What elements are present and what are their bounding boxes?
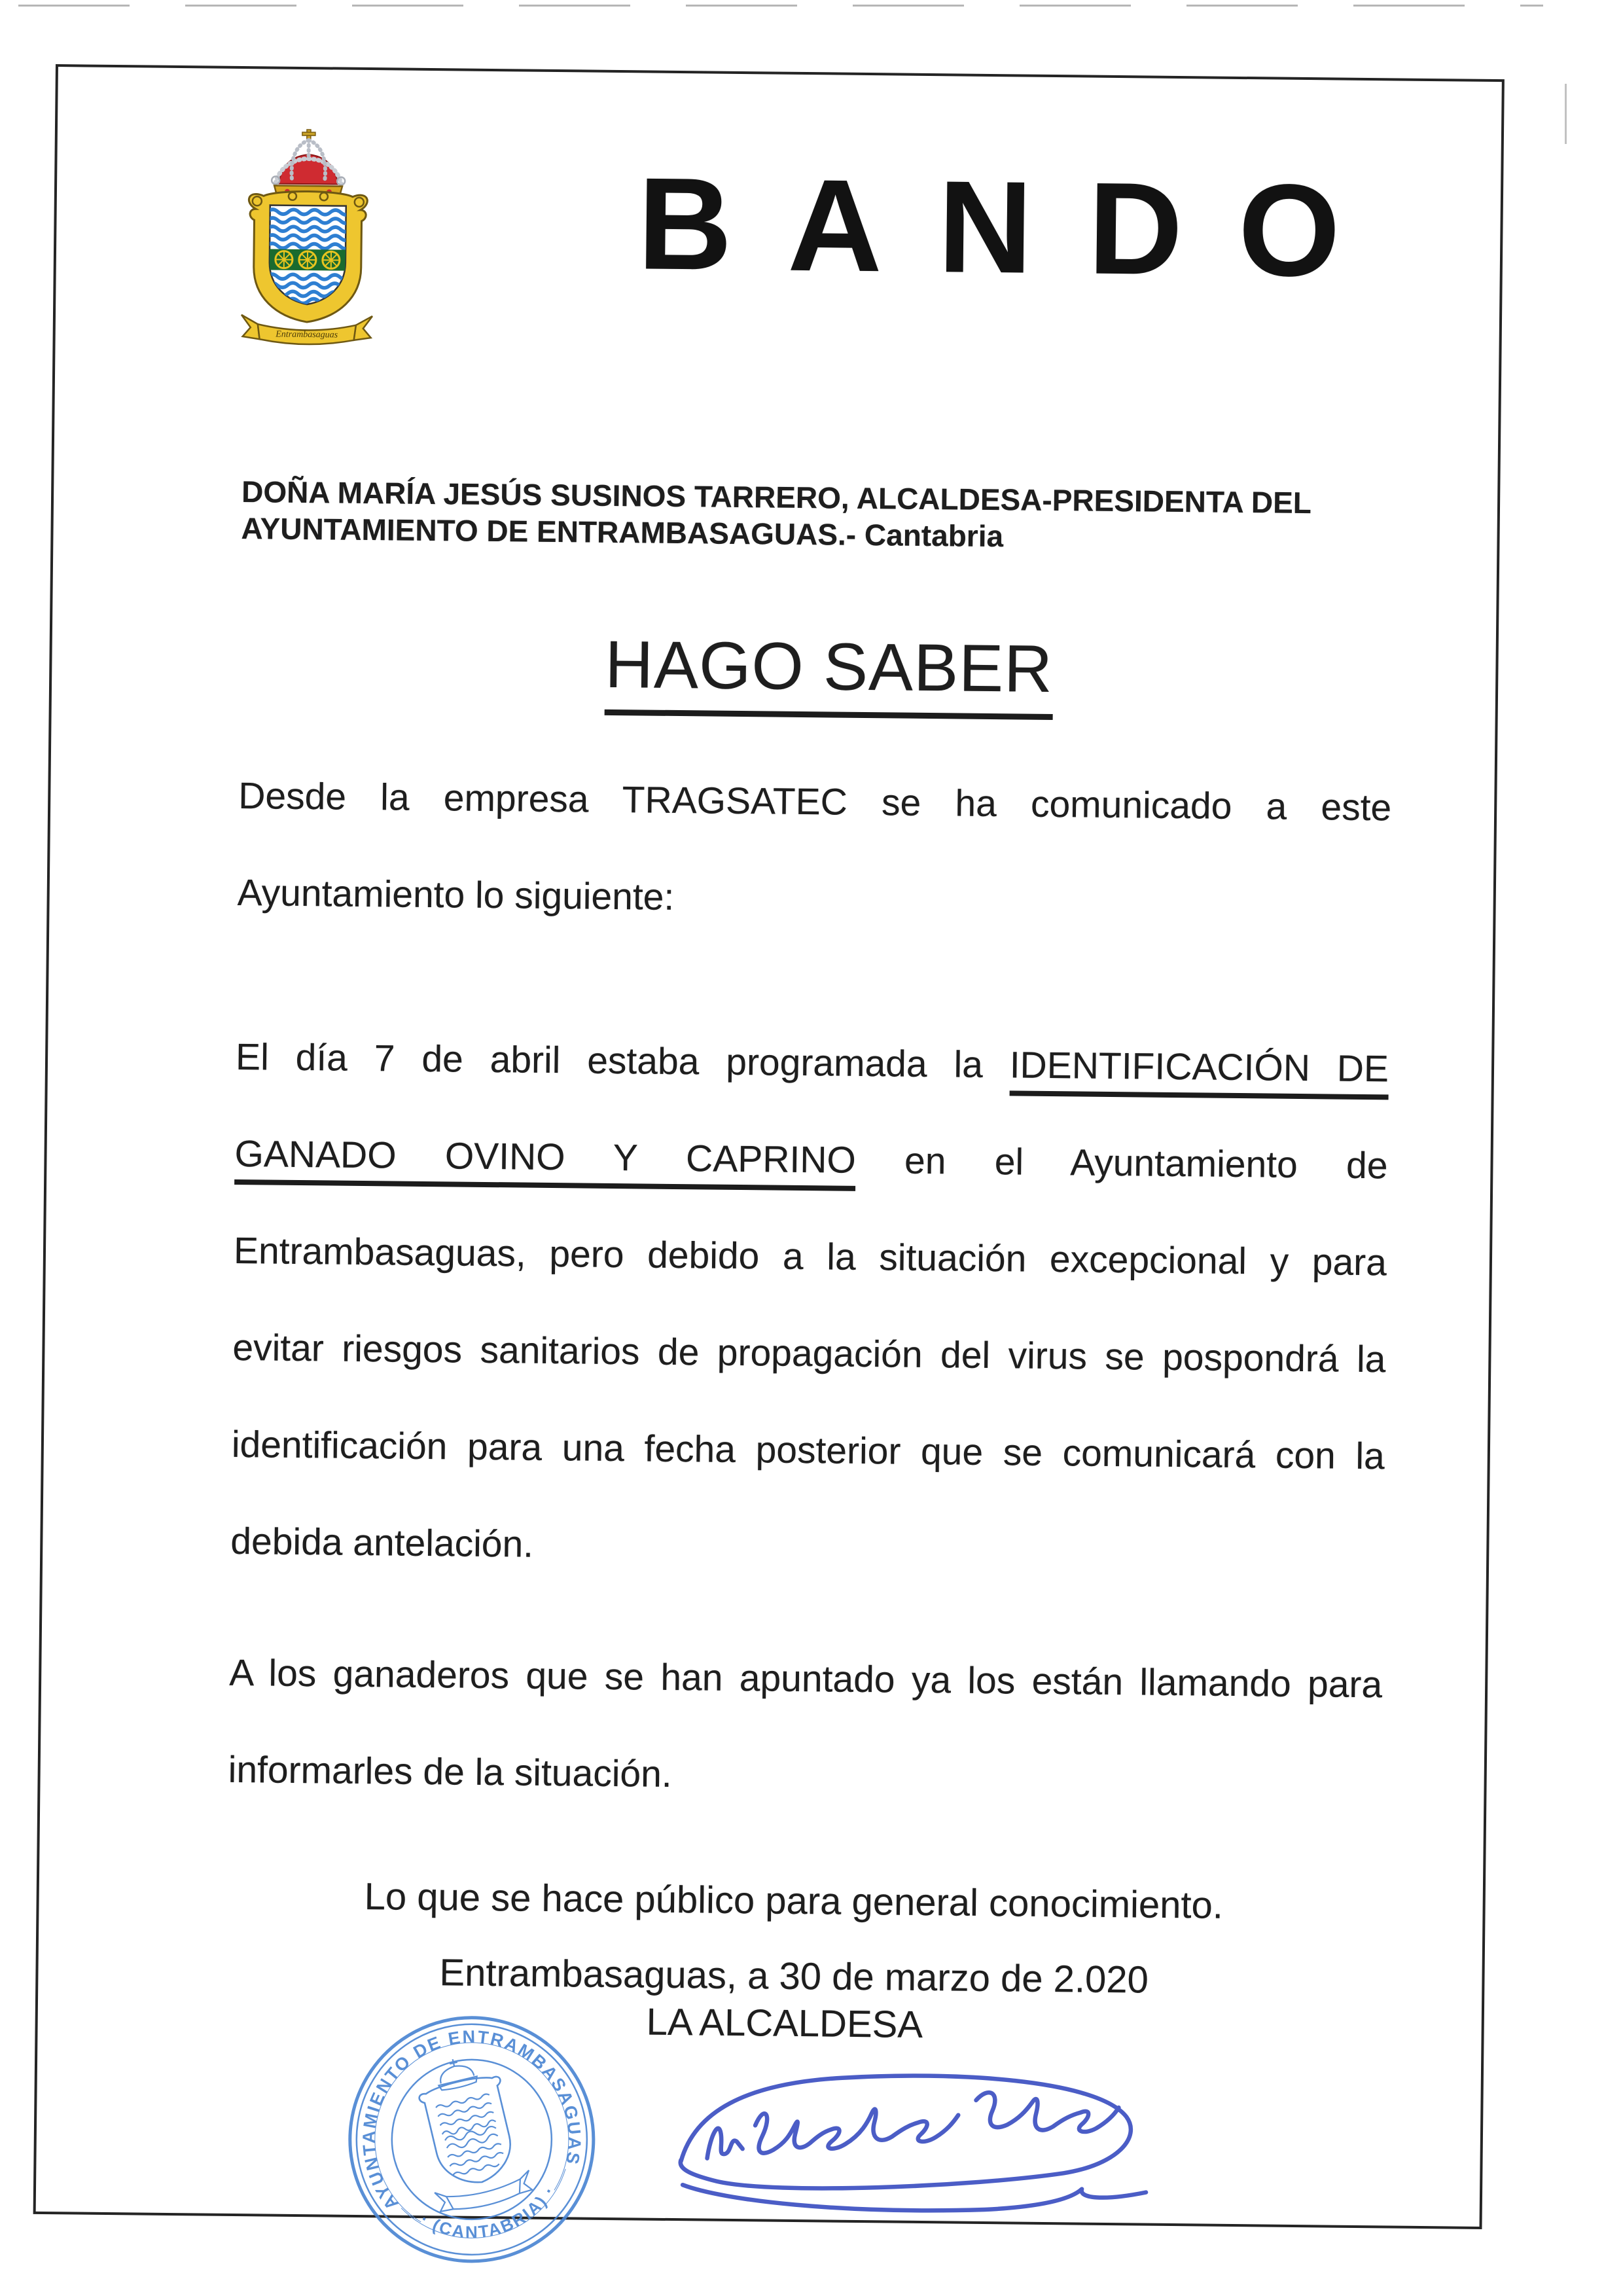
- addressee-line-1: DOÑA MARÍA JESÚS SUSINOS TARRERO, ALCALDESA-PRESIDENTA DEL: [241, 475, 1312, 520]
- crest-banner-text: Entrambasaguas: [276, 329, 338, 340]
- handwritten-signature: [645, 2056, 1183, 2219]
- body-line: debida antelación.: [230, 1520, 534, 1566]
- paragraph-1: [237, 747, 1392, 953]
- document-border-frame: [33, 64, 1505, 2242]
- paragraph-2: [230, 1009, 1389, 1602]
- body-line: identificación para una fecha posterior que se comunicará con la: [231, 1423, 1385, 1478]
- body-line: [234, 1105, 1388, 1214]
- body-line: evitar riesgos sanitarios de propagación del virus se pospondrá la: [232, 1326, 1386, 1381]
- dateline: Entrambasaguas, a 30 de marzo de 2.020: [439, 1951, 1149, 2001]
- signer-title: LA ALCALDESA: [646, 2000, 923, 2047]
- body-line: A los ganaderos que se han apuntado ya los están llamando para: [228, 1651, 1383, 1706]
- underlined-segment: GANADO OVINO Y CAPRINO: [234, 1133, 856, 1191]
- scan-artifact-top-line: [18, 5, 1543, 7]
- body-segment: en el Ayuntamiento de: [855, 1139, 1388, 1187]
- document-title: BANDO: [637, 151, 1397, 305]
- scan-artifact-right-tick: [1565, 84, 1567, 144]
- body-line: Ayuntamiento lo siguiente:: [237, 871, 675, 918]
- body-line: Entrambasaguas, pero debido a la situación excepcional y para: [233, 1229, 1387, 1284]
- closing-line: Lo que se hace público para general conocimiento.: [364, 1875, 1224, 1927]
- stamp-arc-text-bottom: · (CANTABRIA) ·: [417, 2181, 560, 2242]
- stamp-arc-text-top: AYUNTAMIENTO DE ENTRAMBASAGUAS: [359, 2026, 585, 2214]
- body-line: informarles de la situación.: [228, 1748, 673, 1796]
- body-line: [235, 1009, 1389, 1117]
- addressee-block: [241, 473, 1413, 559]
- crown-icon: [272, 129, 346, 200]
- municipal-stamp: [340, 2007, 604, 2272]
- paragraph-3: [228, 1624, 1383, 1830]
- body-line: Desde la empresa TRAGSATEC se ha comunicado a este: [238, 774, 1392, 829]
- municipal-coat-of-arms: [228, 128, 387, 355]
- proclamation-heading-text: HAGO SABER: [605, 627, 1054, 720]
- underlined-segment: IDENTIFICACIÓN DE: [1009, 1044, 1389, 1100]
- proclamation-heading: [604, 626, 1054, 707]
- addressee-line-2: AYUNTAMIENTO DE ENTRAMBASAGUAS.- Cantabria: [241, 511, 1004, 554]
- body-segment: El día 7 de abril estaba programada la: [235, 1035, 1010, 1086]
